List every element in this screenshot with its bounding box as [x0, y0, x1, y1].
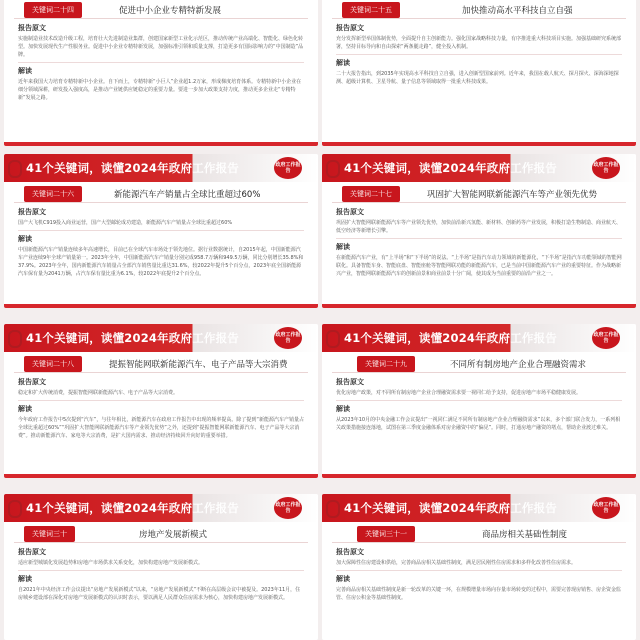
slide-headline: 提振智能网联新能源汽车、电子产品等大宗消费 — [109, 360, 288, 370]
divider — [18, 230, 304, 231]
explain-text: 中国新能源汽车产销量连续多年高速增长，目前已在全球汽车市场处于领先地位。据行业数据统计，自2015年起，中国新能源汽车产业连续9年全球产销量第一。2023年全年，中国新能源汽车产销量分别完成958.7万辆和949.5万辆，同比分别增长35.8%和37.9%。2023年全年，国内新能源汽车销量占全部汽车销售量比重达31.6%，较2022年提升5个百分点，2023年底全国新能源汽车保有量为2041万辆，占汽车保有量比重为6.1%，较2022年底提升2个百分点。 — [18, 247, 304, 277]
original-text: 巩固扩大智能网联新能源汽车等产业领先优势，加快前沿新兴氢能、新材料、创新药等产业发展，积极打造生物制造、商业航天、低空经济等新增长引擎。 — [336, 220, 622, 234]
slide-2 — [322, 0, 636, 146]
original-heading: 报告原文 — [336, 378, 364, 386]
report-logo-icon: 政府工作报告 — [592, 497, 620, 519]
original-section — [336, 377, 622, 432]
slide-headline: 房地产发展新模式 — [139, 530, 208, 540]
banner-title: 41个关键词，读懂2024年政府工作报告 — [26, 161, 240, 175]
slide-header — [332, 2, 626, 19]
slide-4 — [322, 154, 636, 308]
banner — [4, 494, 318, 522]
bottom-stripe — [4, 304, 318, 308]
slide-headline: 不同所有制房地产企业合理融资需求 — [450, 360, 587, 370]
banner — [4, 324, 318, 352]
slide-header — [332, 356, 626, 373]
bottom-stripe — [322, 474, 636, 478]
keyword-tag: 关键词二十六 — [24, 186, 82, 202]
slide-3 — [4, 154, 318, 308]
keyword-tag: 关键词二十五 — [342, 2, 400, 18]
keyword-tag: 关键词二十九 — [357, 356, 415, 372]
paperclip-icon — [326, 160, 340, 178]
original-text: 优化房地产政策，对不同所有制房地产企业合理融资需求要一视同仁给予支持，促进房地产市场平稳健康发展。 — [336, 390, 582, 396]
original-text: 适应新型城镇化发展趋势和房地产市场供求关系变化，加快构建房地产发展新模式。 — [18, 560, 204, 566]
explain-text: 今年政府工作报告中5次提到“汽车”，与往年相比，新能源汽车在政府工作报告中出现的频率提高。除了提到“新能源汽车产销量占全球比重超过60%”“巩固扩大智能网联新能源汽车等产业领先优势”之外，还提到“提振智能网联新能源汽车、电子产品等大宗消费”。推动新能源汽车、家电等大宗消费，是扩大国内需求、推动经济持续回升向好的重要举措。 — [18, 417, 304, 439]
explain-heading: 解读 — [18, 67, 32, 75]
slide-headline: 促进中小企业专精特新发展 — [119, 6, 222, 16]
keyword-tag: 关键词三十一 — [357, 526, 415, 542]
original-heading: 报告原文 — [18, 208, 46, 216]
original-section — [336, 547, 622, 602]
report-logo-icon: 政府工作报告 — [592, 157, 620, 179]
explain-text: 在新能源汽车产业，有“上半场”和“下半场”的说法。“上半场”是指汽车动力领域的新能源化，“下半场”是指汽车功能领域的智能网联化。具备智能车身、智能底盘、智能座舱等智能网联功能的新能源汽车，已是当前中国新能源汽车产业的重要特征。作为战略新兴产业，智能网联新能源汽车的创新前景和商业前景十分广阔，使其成为当前重要的前沿产业之一。 — [336, 255, 622, 277]
explain-heading: 解读 — [336, 405, 350, 413]
keyword-tag: 关键词二十八 — [24, 356, 82, 372]
report-logo-icon: 政府工作报告 — [274, 157, 302, 179]
explain-heading: 解读 — [18, 575, 32, 583]
report-logo-icon: 政府工作报告 — [274, 327, 302, 349]
slide-1 — [4, 0, 318, 146]
slide-7 — [4, 494, 318, 640]
slide-header — [332, 526, 626, 543]
divider — [336, 54, 622, 55]
bottom-stripe — [4, 142, 318, 146]
banner-title: 41个关键词，读懂2024年政府工作报告 — [344, 501, 558, 515]
explain-text: 自2021年中央经济工作会议提出“房地产发展新模式”以来，“房地产发展新模式”不断在高层级会议中被提及。2023年11月，住房城乡建设部在深化对房地产发展新模式的认识时表示，要以满足人民群众住房需求为核心，加快构建房地产发展新模式。 — [18, 587, 301, 601]
banner — [322, 324, 636, 352]
banner — [322, 154, 636, 182]
banner — [4, 154, 318, 182]
original-section — [336, 207, 622, 278]
original-text: 充分发挥新型举国体制优势，全面提升自主创新能力。强化国家战略科技力量，有序推进重大科技项目实施。加强基础研究系统部署，坚持目标导向和自由探索“两条腿走路”，健全投入机制。 — [336, 36, 622, 50]
bottom-stripe — [4, 474, 318, 478]
original-section — [18, 377, 304, 440]
report-logo-icon: 政府工作报告 — [592, 327, 620, 349]
keyword-tag: 关键词二十七 — [342, 186, 400, 202]
divider — [18, 570, 304, 571]
original-section — [18, 207, 304, 278]
banner-title: 41个关键词，读懂2024年政府工作报告 — [344, 161, 558, 175]
divider — [336, 400, 622, 401]
paperclip-icon — [8, 330, 22, 348]
keyword-tag: 关键词二十四 — [24, 2, 82, 18]
original-section — [336, 23, 622, 86]
slide-header — [14, 186, 308, 203]
slide-6 — [322, 324, 636, 478]
paperclip-icon — [326, 500, 340, 518]
paperclip-icon — [8, 500, 22, 518]
paperclip-icon — [8, 160, 22, 178]
explain-text: 完善商品房相关基础性制度是新一轮改革的关键一环，在规模增量市场向存量市场转变的过程中，需要完善现房销售、房企资金监管、住房公积金等基础性制度。 — [336, 587, 622, 601]
slide-header — [14, 2, 308, 19]
original-heading: 报告原文 — [18, 548, 46, 556]
original-heading: 报告原文 — [336, 24, 364, 32]
original-section — [18, 547, 304, 602]
original-section — [18, 23, 304, 102]
original-text: 国产大飞机C919投入商业运营，国产大型邮轮成功建造，新能源汽车产销量占全球比重超过60% — [18, 220, 233, 226]
banner — [322, 494, 636, 522]
explain-text: 从2023年10月的中央金融工作会议提出“一视同仁满足不同所有制房地产企业合理融资需求”以来，多个部门联合发力，一系列相关政策措施接连落地，试图在第三季度金融体系对房企融资中的“偏见”。同时，打通房地产融资的堵点，帮助企业渡过难关。 — [336, 417, 621, 431]
divider — [336, 238, 622, 239]
explain-heading: 解读 — [336, 243, 350, 251]
slide-headline: 加快推动高水平科技自立自强 — [462, 6, 573, 16]
banner-title: 41个关键词，读懂2024年政府工作报告 — [26, 501, 240, 515]
original-text: 稳定和扩大传统消费，提振智能网联新能源汽车、电子产品等大宗消费。 — [18, 390, 179, 396]
original-heading: 报告原文 — [336, 208, 364, 216]
keyword-tag: 关键词三十 — [24, 526, 75, 542]
explain-heading: 解读 — [336, 59, 350, 67]
original-text: 实施制造业技术改造升级工程，培育壮大先进制造业集群，创建国家新型工业化示范区，推动传统产业高端化、智能化、绿色化转型。加快发展现代生产性服务业。促进中小企业专精特新发展，加强标准引领和质量支撑，打造更多有国际影响力的“中国制造”品牌。 — [18, 36, 304, 58]
paperclip-icon — [326, 330, 340, 348]
banner-title: 41个关键词，读懂2024年政府工作报告 — [26, 331, 240, 345]
original-heading: 报告原文 — [18, 24, 46, 32]
explain-heading: 解读 — [336, 575, 350, 583]
slide-headline: 商品房相关基础性制度 — [482, 530, 568, 540]
explain-text: 二十大报告指出，到2035年实现高水平科技自立自强，进入创新型国家前列。近年来，我国在载人航天、探月探火、深海深地探测、超级计算机、卫星导航、量子信息等领域取得一批重大科技成果。 — [336, 71, 619, 85]
original-text: 加大保障性住房建设和供给，完善商品房相关基础性制度，满足居民刚性住房需求和多样化改善性住房需求。 — [336, 560, 577, 566]
slide-headline: 新能源汽车产销量占全球比重超过60% — [114, 190, 261, 200]
slide-header — [14, 356, 308, 373]
banner-title: 41个关键词，读懂2024年政府工作报告 — [344, 331, 558, 345]
slide-header — [332, 186, 626, 203]
divider — [18, 400, 304, 401]
explain-heading: 解读 — [18, 235, 32, 243]
slide-5 — [4, 324, 318, 478]
slide-headline: 巩固扩大智能网联新能源汽车等产业领先优势 — [427, 190, 598, 200]
original-heading: 报告原文 — [18, 378, 46, 386]
bottom-stripe — [322, 304, 636, 308]
bottom-stripe — [322, 142, 636, 146]
explain-heading: 解读 — [18, 405, 32, 413]
original-heading: 报告原文 — [336, 548, 364, 556]
divider — [18, 62, 304, 63]
slide-8 — [322, 494, 636, 640]
slide-header — [14, 526, 308, 543]
report-logo-icon: 政府工作报告 — [274, 497, 302, 519]
explain-text: 近年来我国大力培育专精特新中小企业。自下而上，专精特新“小巨人”企业超1.2万家，形成梯度培育体系。专精特新中小企业在细分领域深耕，研发投入强度高，是推动产业链供应链稳定的重要力量。要进一步加大政策支持力度，推动更多企业走“专精特新”发展之路。 — [18, 79, 302, 101]
divider — [336, 570, 622, 571]
